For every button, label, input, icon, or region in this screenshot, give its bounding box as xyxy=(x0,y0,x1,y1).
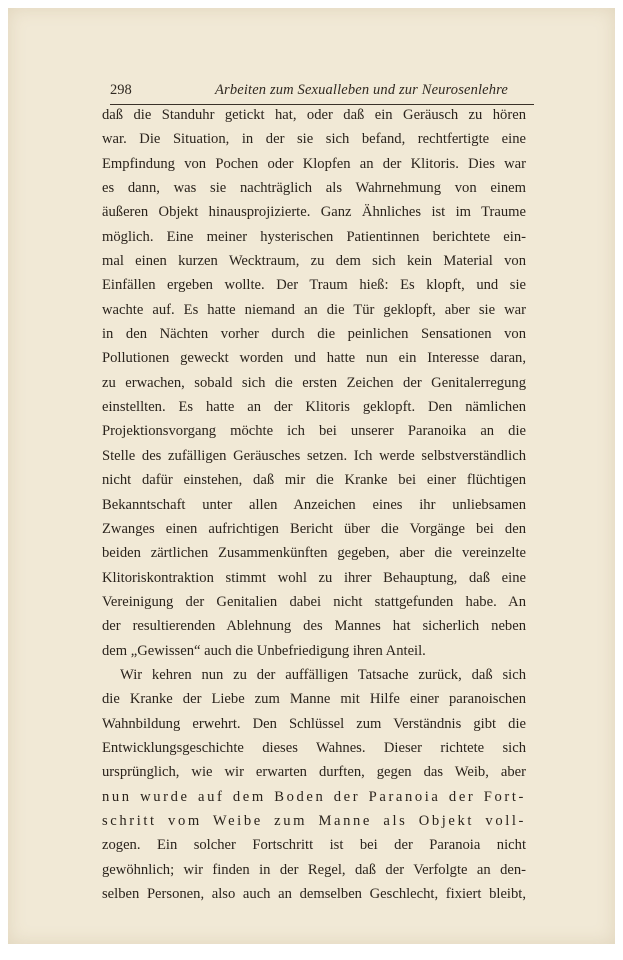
page-number: 298 xyxy=(110,82,132,98)
text-line: Entwicklungsgeschichte dieses Wahnes. Dieser richtete sich xyxy=(102,739,526,756)
text-line: Wahnbildung erwehrt. Den Schlüssel zum Verständnis gibt die xyxy=(102,715,526,732)
page-header xyxy=(110,82,534,105)
text-line: zogen. Ein solcher Fortschritt ist bei der Paranoia nicht xyxy=(102,837,526,854)
text-line: Stelle des zufälligen Geräusches setzen. Ich werde selbstverständlich xyxy=(102,447,526,464)
text-line: dem „Gewissen“ auch die Unbefriedigung ihren Anteil. xyxy=(102,642,426,659)
spaced-emphasis-line: nun wurde auf dem Boden der Paranoia der Fort- xyxy=(102,788,526,805)
text-line: möglich. Eine meiner hysterischen Patientinnen berichtete ein- xyxy=(102,228,526,245)
text-line: Zwanges einen aufrichtigen Bericht über die Vorgänge bei den xyxy=(102,520,526,537)
text-line: Vereinigung der Genitalien dabei nicht stattgefunden habe. An xyxy=(102,593,526,610)
text-line: Bekanntschaft unter allen Anzeichen eines ihr unliebsamen xyxy=(102,496,526,513)
text-line: gewöhnlich; wir finden in der Regel, daß der Verfolgte an den- xyxy=(102,861,526,878)
text-line: einstellten. Es hatte an der Klitoris geklopft. Den nämlichen xyxy=(102,399,526,416)
text-line: war. Die Situation, in der sie sich befand, rechtfertigte eine xyxy=(102,131,526,148)
text-line: nicht dafür einstehen, daß mir die Kranke bei einer flüchtigen xyxy=(102,472,526,489)
text-line: zu erwachen, sobald sich die ersten Zeichen der Genitalerregung xyxy=(102,374,526,391)
text-line: beiden zärtlichen Zusammenkünften gegeben, aber die vereinzelte xyxy=(102,545,526,562)
text-line: die Kranke der Liebe zum Manne mit Hilfe einer paranoischen xyxy=(102,691,526,708)
text-line: Pollutionen geweckt worden und hatte nun ein Interesse daran, xyxy=(102,350,526,367)
text-line: daß die Standuhr getickt hat, oder daß ein Geräusch zu hören xyxy=(102,107,526,123)
running-title: Arbeiten zum Sexualleben und zur Neurosenlehre xyxy=(215,82,508,98)
text-line: es dann, was sie nachträglich als Wahrnehmung von einem xyxy=(102,180,526,197)
text-line: mal einen kurzen Wecktraum, zu dem sich kein Material von xyxy=(102,253,526,270)
text-line: der resultierenden Ablehnung des Mannes hat sicherlich neben xyxy=(102,618,526,635)
text-line: äußeren Objekt hinausprojizierte. Ganz Ähnliches ist im Traume xyxy=(102,204,526,221)
text-line: Projektionsvorgang möchte ich bei unserer Paranoika an die xyxy=(102,423,526,440)
text-line: selben Personen, also auch an demselben Geschlecht, fixiert bleibt, xyxy=(102,886,526,902)
text-line: ursprünglich, wie wir erwarten durften, gegen das Weib, aber xyxy=(102,764,526,781)
text-line: in den Nächten vorher durch die peinlichen Sensationen von xyxy=(102,326,526,343)
text-line: Empfindung von Pochen oder Klopfen an der Klitoris. Dies war xyxy=(102,155,526,172)
spaced-emphasis-line: schritt vom Weibe zum Manne als Objekt voll- xyxy=(102,812,526,829)
text-line: Klitoriskontraktion stimmt wohl zu ihrer Behauptung, daß eine xyxy=(102,569,526,586)
body-text xyxy=(102,103,526,906)
text-line: Einfällen ergeben wollte. Der Traum hieß: Es klopft, und sie xyxy=(102,277,526,294)
text-line: wachte auf. Es hatte niemand an die Tür geklopft, aber sie war xyxy=(102,301,526,318)
paragraph-first-line: Wir kehren nun zu der auffälligen Tatsache zurück, daß sich xyxy=(120,666,526,683)
